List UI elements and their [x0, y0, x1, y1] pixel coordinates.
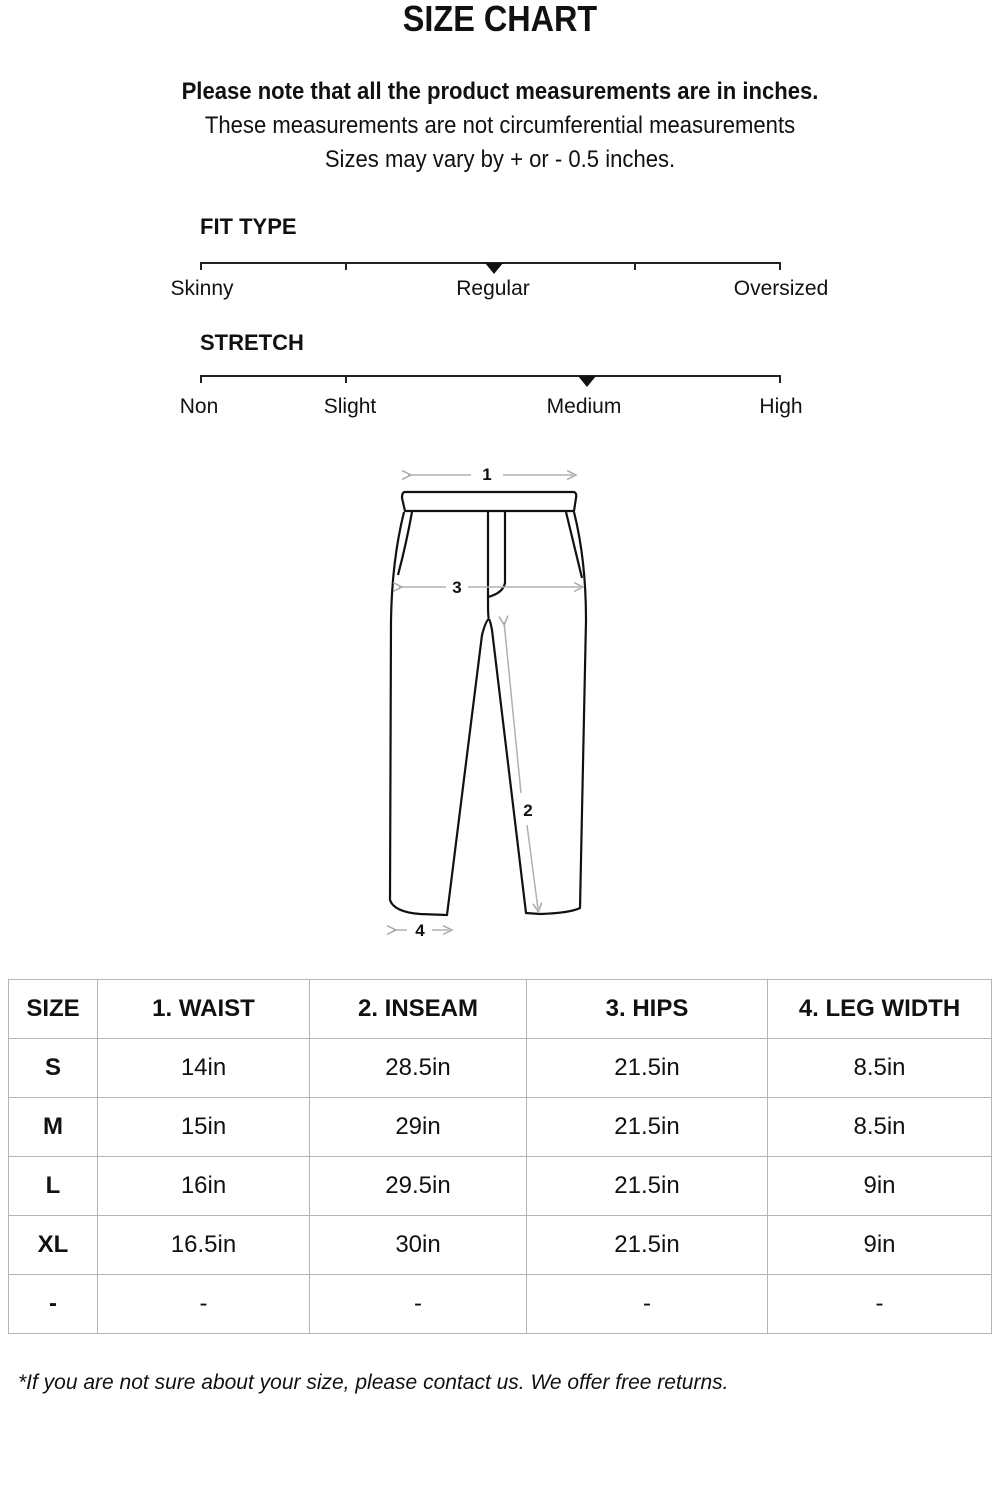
inseam-cell: 29.5in [310, 1157, 527, 1216]
fit-type-tick [779, 262, 781, 270]
stretch-tick [200, 375, 202, 383]
size-cell: M [9, 1098, 98, 1157]
hips-cell: 21.5in [527, 1216, 768, 1275]
footnote: *If you are not sure about your size, please contact us. We offer free returns. [18, 1371, 729, 1394]
stretch-marker [578, 376, 596, 387]
leg-width-cell: 9in [768, 1216, 992, 1275]
size-cell: XL [9, 1216, 98, 1275]
fit-type-label-oversized: Oversized [733, 277, 829, 300]
hips-cell: 21.5in [527, 1157, 768, 1216]
note-size-variance: Sizes may vary by + or - 0.5 inches. [324, 146, 676, 173]
measurement-guides [393, 475, 580, 930]
stretch-tick [779, 375, 781, 383]
page-title: SIZE CHART [402, 0, 598, 39]
inseam-arrow-bottom [527, 825, 538, 909]
diagram-label-hips: 3 [452, 578, 462, 597]
leg-width-cell: 8.5in [768, 1098, 992, 1157]
waist-cell: 14in [98, 1039, 310, 1098]
waist-cell: - [98, 1275, 310, 1334]
column-header-hips: 3. HIPS [527, 980, 768, 1039]
diagram-label-inseam: 2 [523, 801, 533, 820]
table-row [9, 1098, 992, 1157]
stretch-label-high: High [759, 395, 803, 418]
inseam-cell: 30in [310, 1216, 527, 1275]
note-not-circumferential: These measurements are not circumferential measurements [204, 112, 796, 139]
fit-type-tick [345, 262, 347, 270]
pants-outline [390, 492, 586, 915]
leg-width-cell: 9in [768, 1157, 992, 1216]
inseam-cell: 29in [310, 1098, 527, 1157]
stretch-label-non: Non [179, 395, 219, 418]
stretch-line [200, 375, 781, 377]
table-row [9, 1157, 992, 1216]
leg-width-cell: 8.5in [768, 1039, 992, 1098]
column-header-waist: 1. WAIST [98, 980, 310, 1039]
size-cell: - [9, 1275, 98, 1334]
waist-cell: 15in [98, 1098, 310, 1157]
hips-cell: - [527, 1275, 768, 1334]
note-measurements-inches: Please note that all the product measurements are in inches. [181, 78, 819, 105]
size-cell: S [9, 1039, 98, 1098]
inseam-cell: 28.5in [310, 1039, 527, 1098]
column-header-inseam: 2. INSEAM [310, 980, 527, 1039]
stretch-title: STRETCH [200, 330, 304, 355]
inseam-arrow-top [504, 622, 521, 793]
table-row [9, 1039, 992, 1098]
size-table [8, 979, 992, 1334]
leg-width-cell: - [768, 1275, 992, 1334]
table-row [9, 1275, 992, 1334]
fit-type-tick [200, 262, 202, 270]
table-row [9, 1216, 992, 1275]
inseam-cell: - [310, 1275, 527, 1334]
hips-cell: 21.5in [527, 1098, 768, 1157]
hips-cell: 21.5in [527, 1039, 768, 1098]
stretch-label-slight: Slight [323, 395, 377, 418]
diagram-label-waist: 1 [482, 465, 492, 484]
fit-type-label-regular: Regular [456, 277, 530, 300]
table-header-row [9, 980, 992, 1039]
size-cell: L [9, 1157, 98, 1216]
pants-measurement-diagram [380, 455, 600, 945]
stretch-label-medium: Medium [546, 395, 622, 418]
waist-cell: 16.5in [98, 1216, 310, 1275]
fit-type-label-skinny: Skinny [170, 277, 234, 300]
diagram-label-leg-width: 4 [415, 921, 425, 940]
stretch-tick [345, 375, 347, 383]
fit-type-tick [634, 262, 636, 270]
column-header-leg-width: 4. LEG WIDTH [768, 980, 992, 1039]
column-header-size: SIZE [9, 980, 98, 1039]
waist-cell: 16in [98, 1157, 310, 1216]
fit-type-title: FIT TYPE [200, 214, 297, 239]
fit-type-marker [485, 263, 503, 274]
